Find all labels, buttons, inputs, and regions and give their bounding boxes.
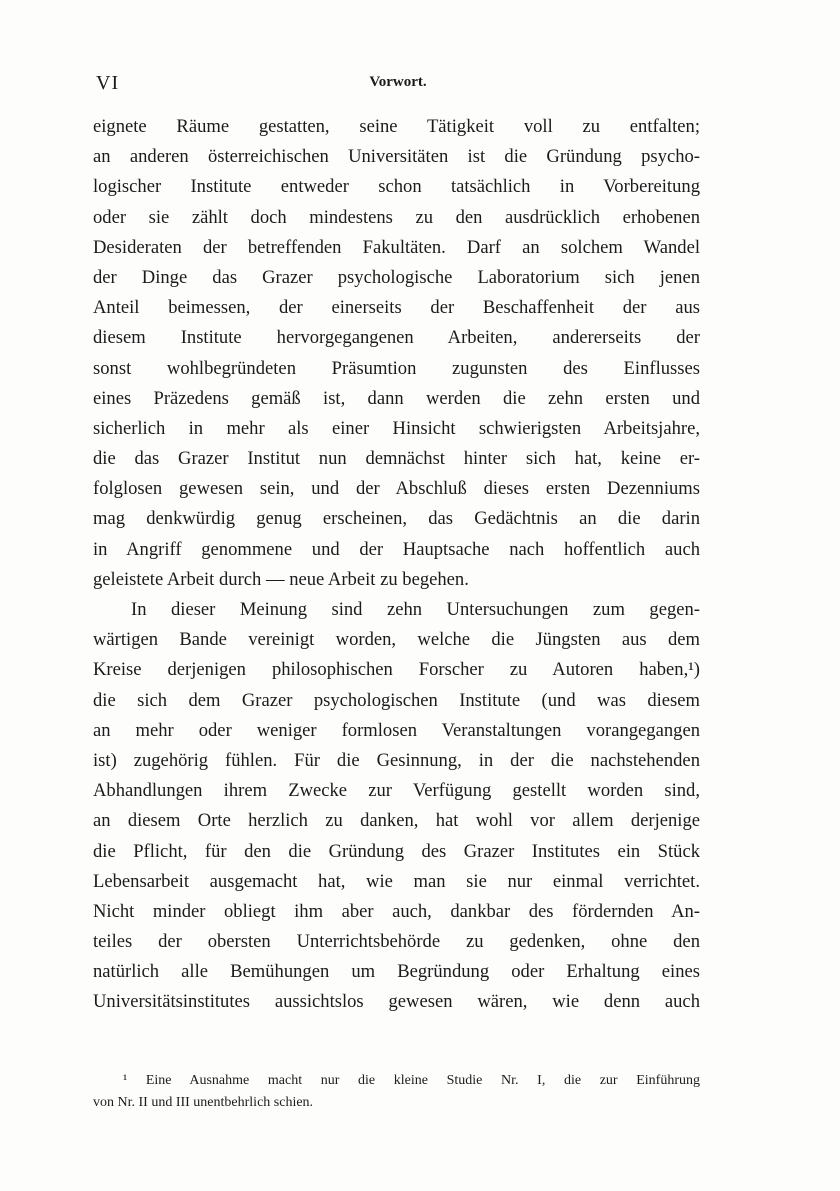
text-line: Universitätsinstitutes aussichtslos gewesen wären, wie denn auch — [93, 991, 700, 1013]
text-line: diesem Institute hervorgegangenen Arbeiten, andererseits der — [93, 327, 700, 349]
text-line: oder sie zählt doch mindestens zu den ausdrücklich erhobenen — [93, 206, 700, 228]
text-line: Kreise derjenigen philosophischen Forscher zu Autoren haben,¹) — [93, 659, 700, 681]
text-line: Abhandlungen ihrem Zwecke zur Verfügung gestellt worden sind, — [93, 780, 700, 802]
text-line: eignete Räume gestatten, seine Tätigkeit voll zu entfalten; — [93, 116, 700, 137]
text-line: folglosen gewesen sein, und der Abschluß dieses ersten Dezenniums — [93, 478, 700, 500]
text-line: teiles der obersten Unterrichtsbehörde zu gedenken, ohne den — [93, 931, 700, 953]
text-line: sicherlich in mehr als einer Hinsicht schwierigsten Arbeitsjahre, — [93, 417, 700, 439]
paragraph-end-line: geleistete Arbeit durch — neue Arbeit zu begehen. — [93, 568, 469, 590]
text-line: Lebensarbeit ausgemacht hat, wie man sie nur einmal verrichtet. — [93, 870, 700, 892]
text-line: der Dinge das Grazer psychologische Laboratorium sich jenen — [93, 266, 700, 288]
text-line: logischer Institute entweder schon tatsächlich in Vorbereitung — [93, 176, 700, 198]
text-line: an diesem Orte herzlich zu danken, hat wohl vor allem derjenige — [93, 810, 700, 832]
text-line: wärtigen Bande vereinigt worden, welche die Jüngsten aus dem — [93, 629, 700, 651]
running-title: Vorwort. — [369, 74, 427, 90]
text-line: sonst wohlbegründeten Präsumtion zugunsten des Einflusses — [93, 357, 700, 379]
text-line: an anderen österreichischen Universitäten ist die Gründung psycho- — [93, 146, 700, 168]
text-line: die Pflicht, für den die Gründung des Grazer Institutes ein Stück — [93, 840, 700, 862]
text-line: an mehr oder weniger formlosen Veranstaltungen vorangegangen — [93, 719, 700, 741]
text-line: mag denkwürdig genug erscheinen, das Gedächtnis an die darin — [93, 508, 700, 530]
footnote-line: ¹ Eine Ausnahme macht nur die kleine Studie Nr. I, die zur Einführung — [123, 1073, 700, 1088]
footnote — [93, 1070, 700, 1114]
text-line: eines Präzedens gemäß ist, dann werden die zehn ersten und — [93, 387, 700, 409]
footnote-line: von Nr. II und III unentbehrlich schien. — [93, 1095, 314, 1110]
paragraph-start-line: In dieser Meinung sind zehn Untersuchungen zum gegen- — [131, 599, 700, 620]
text-line: die sich dem Grazer psychologischen Institute (und was diesem — [93, 689, 700, 711]
text-line: in Angriff genommene und der Hauptsache nach hoffentlich auch — [93, 538, 700, 560]
text-line: ist) zugehörig fühlen. Für die Gesinnung, in der die nachstehenden — [93, 749, 700, 771]
page-number: VI — [96, 72, 120, 94]
text-line: Desideraten der betreffenden Fakultäten. Darf an solchem Wandel — [93, 236, 700, 258]
text-line: Nicht minder obliegt ihm aber auch, dankbar des fördernden An- — [93, 900, 700, 922]
text-line: die das Grazer Institut nun demnächst hinter sich hat, keine er- — [93, 448, 700, 470]
text-line: natürlich alle Bemühungen um Begründung oder Erhaltung eines — [93, 961, 700, 983]
page-header — [96, 72, 700, 102]
text-line: Anteil beimessen, der einerseits der Beschaffenheit der aus — [93, 297, 700, 319]
body-text — [93, 112, 700, 1018]
